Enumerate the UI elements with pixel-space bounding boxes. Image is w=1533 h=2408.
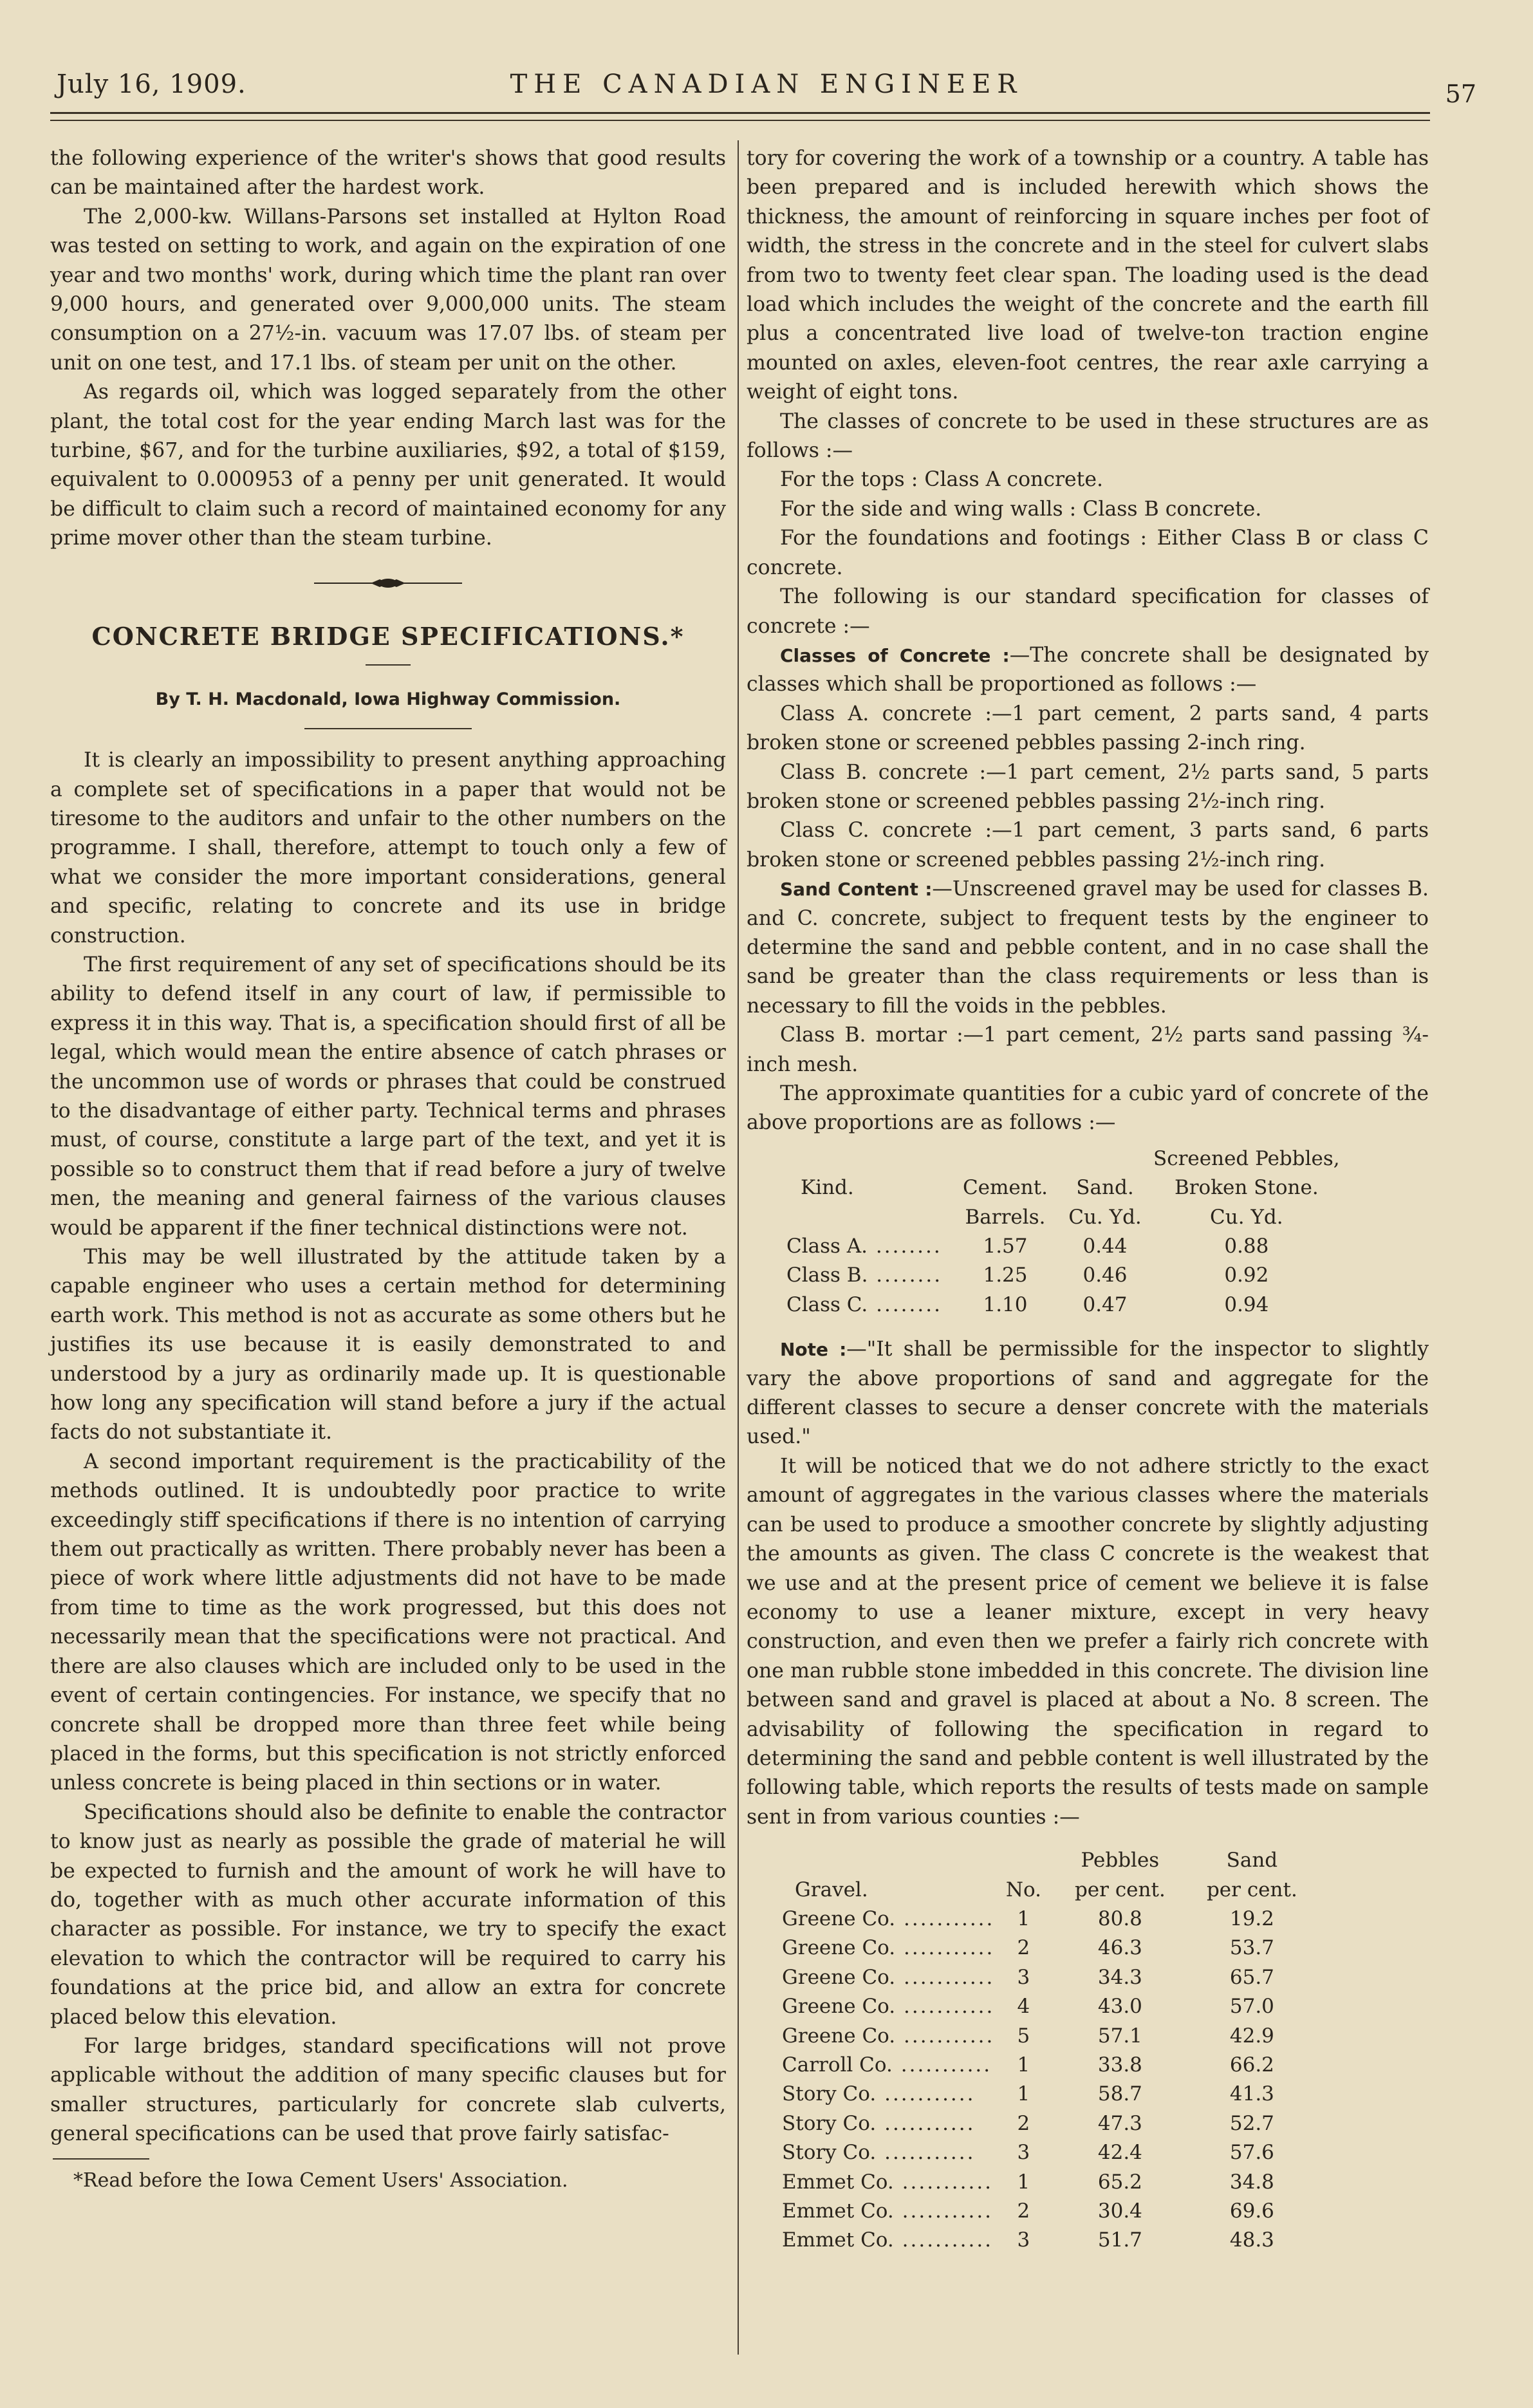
gravel-tests-table bbox=[782, 1846, 1316, 2255]
note-text: —"It shall be permissible for the inspector to slightly vary the above proportions of sand and aggregate for the different classes to secure a denser concrete with the materials used." bbox=[747, 1338, 1429, 1449]
class-use-line: For the side and wing walls : Class B concrete. bbox=[780, 497, 1262, 521]
table-cell: 42.9 bbox=[1229, 2024, 1274, 2048]
right-column bbox=[747, 144, 1429, 2271]
table-cell: 47.3 bbox=[1097, 2111, 1142, 2135]
paragraph: As regards oil, which was logged separately from the other plant, the total cost for the year ending March last was for the turbine, $67, and for the turbine auxiliaries, $92, a total of $159, equivalent to 0.000953 of a penny per unit generated. It would be difficult to claim such a record of maintained economy for any prime mover other than the steam turbine. bbox=[50, 380, 726, 550]
note-heading: Note : bbox=[780, 1339, 847, 1361]
paragraph: The approximate quantities for a cubic yard of concrete of the above proportions are as follows :— bbox=[747, 1082, 1429, 1135]
table-header: Sand bbox=[1226, 1849, 1278, 1872]
table-cell: 33.8 bbox=[1097, 2053, 1142, 2077]
ornament-divider-icon bbox=[314, 577, 462, 590]
table-cell: 34.3 bbox=[1097, 1965, 1142, 1989]
classes-heading: Classes of Concrete : bbox=[780, 644, 1010, 666]
paragraph: It is clearly an impossibility to present anything approaching a complete set of specifications in a paper that would not be tiresome to the auditors and unfair to the other numbers on the programme. I shall, therefore, attempt to touch only a few of what we consider the more important considerations, general and specific, relating to concrete and its use in bridge construction. bbox=[50, 749, 726, 947]
table-cell: 0.94 bbox=[1224, 1293, 1269, 1316]
table-cell: 69.6 bbox=[1229, 2199, 1274, 2223]
table-cell: 2 bbox=[1017, 2199, 1030, 2223]
gravel-table-body bbox=[782, 1905, 1316, 2255]
paragraph: tory for covering the work of a township or a country. A table has been prepared and is included herewith which shows the thickness, the amount of reinforcing in square inches per foot of width, the stress in the concrete and in the steel for culvert slabs from two to twenty feet clear span. The loading used is the dead load which includes the weight of the concrete and the earth fill plus a concentrated live load of twelve-ton traction engine mounted on axles, eleven-foot centres, the rear axle carrying a weight of eight tons. bbox=[747, 147, 1429, 404]
table-row bbox=[782, 2080, 1316, 2109]
table-header: Cement. bbox=[962, 1176, 1048, 1200]
table-header: Kind. bbox=[801, 1176, 854, 1200]
table-header: No. bbox=[1005, 1878, 1041, 1901]
table-header: Gravel. bbox=[795, 1878, 868, 1901]
table-cell: 80.8 bbox=[1097, 1907, 1142, 1930]
table-cell: Carroll Co. ........... bbox=[782, 2053, 992, 2077]
byline: By T. H. Macdonald, Iowa Highway Commission. bbox=[155, 689, 621, 709]
table-header-row bbox=[782, 1876, 1316, 1905]
footnote: *Read before the Iowa Cement Users' Association. bbox=[73, 2169, 568, 2192]
class-spec: Class B. concrete :—1 part cement, 2½ parts sand, 5 parts broken stone or screened pebbles passing 2½-inch ring. bbox=[747, 760, 1429, 813]
table-cell: Emmet Co. ........... bbox=[782, 2170, 994, 2194]
table-header-row bbox=[786, 1144, 1340, 1173]
table-cell: 1.57 bbox=[983, 1235, 1028, 1258]
footnote-rule bbox=[53, 2158, 149, 2160]
table-cell: 0.92 bbox=[1224, 1264, 1269, 1287]
table-cell: 0.47 bbox=[1082, 1293, 1128, 1316]
table-header: per cent. bbox=[1206, 1878, 1297, 1901]
paragraph: The following is our standard specification for classes of concrete :— bbox=[747, 585, 1429, 638]
table-cell: Greene Co. ........... bbox=[782, 1936, 995, 1960]
table-cell: Story Co. ........... bbox=[782, 2141, 976, 2165]
table-cell: Emmet Co. ........... bbox=[782, 2199, 994, 2223]
table-row bbox=[782, 1905, 1316, 1934]
table-row bbox=[782, 1963, 1316, 1992]
paragraph: Specifications should also be definite to enable the contractor to know just as nearly as possible the grade of material he will be expected to furnish and the amount of work he will have to do, together with as much other accurate information of this character as possible. For instance, we try to specify the exact elevation to which the contractor will be required to carry his foundations at the price bid, and allow an extra for concrete placed below this elevation. bbox=[50, 1800, 726, 2029]
table-cell: 2 bbox=[1017, 1936, 1030, 1960]
classes-text: —The concrete shall be designated by classes which shall be proportioned as follows :— bbox=[747, 643, 1429, 696]
table-cell: 65.7 bbox=[1229, 1965, 1274, 1989]
table-cell: Greene Co. ........... bbox=[782, 1995, 995, 2019]
table-cell: 3 bbox=[1017, 1965, 1030, 1989]
table-cell: 52.7 bbox=[1229, 2111, 1274, 2135]
table-header-row bbox=[786, 1173, 1340, 1202]
table-row bbox=[786, 1291, 1340, 1320]
table-header-row bbox=[786, 1203, 1340, 1232]
table-row bbox=[782, 2138, 1316, 2167]
table-cell: 42.4 bbox=[1097, 2141, 1142, 2165]
table-cell: 48.3 bbox=[1229, 2228, 1274, 2252]
table-cell: 1 bbox=[1017, 2053, 1030, 2077]
sand-heading: Sand Content : bbox=[780, 879, 933, 901]
table-row bbox=[782, 2197, 1316, 2226]
table-row bbox=[782, 2109, 1316, 2138]
table-row bbox=[786, 1261, 1340, 1290]
table-header: Barrels. bbox=[965, 1205, 1046, 1229]
table-cell: 66.2 bbox=[1229, 2053, 1274, 2077]
table-cell: 53.7 bbox=[1229, 1936, 1274, 1960]
table-cell: Greene Co. ........... bbox=[782, 2024, 995, 2048]
paragraph: This may be well illustrated by the attitude taken by a capable engineer who uses a certain method for determining earth work. This method is not as accurate as some others but he justifies its use because it is easily demonstrated to and understood by a jury as ordinarily made up. It is questionable how long any specification will stand before a jury if the actual facts do not substantiate it. bbox=[50, 1246, 726, 1444]
table-row bbox=[782, 2022, 1316, 2051]
table-cell: 1.10 bbox=[983, 1293, 1028, 1316]
table-cell: 58.7 bbox=[1097, 2082, 1142, 2106]
table-cell: 0.44 bbox=[1082, 1235, 1128, 1258]
table-cell: 0.88 bbox=[1224, 1235, 1269, 1258]
publication-title: THE CANADIAN ENGINEER bbox=[510, 70, 1023, 99]
table-cell: 19.2 bbox=[1229, 1907, 1274, 1930]
table-cell: 30.4 bbox=[1097, 2199, 1142, 2223]
table-cell: 2 bbox=[1017, 2111, 1030, 2135]
class-spec: Class A. concrete :—1 part cement, 2 parts sand, 4 parts broken stone or screened pebbles passing 2-inch ring. bbox=[747, 702, 1429, 755]
table-cell: Class B. ........ bbox=[786, 1264, 943, 1287]
title-rule bbox=[366, 664, 411, 666]
mortar-spec: Class B. mortar :—1 part cement, 2½ parts sand passing ¾-inch mesh. bbox=[747, 1023, 1429, 1076]
table-header: per cent. bbox=[1074, 1878, 1166, 1901]
table-cell: Class A. ........ bbox=[786, 1235, 942, 1258]
paragraph: the following experience of the writer's shows that good results can be maintained after the hardest work. bbox=[50, 147, 726, 200]
class-use-line: For the foundations and footings : Either Class B or class C concrete. bbox=[747, 527, 1429, 579]
paragraph: The 2,000-kw. Willans-Parsons set installed at Hylton Road was tested on setting to work, and again on the expiration of one year and two months' work, during which time the plant ran over 9,000 hours, and generated over 9,000,000 units. The steam consumption on a 27½-in. vacuum was 17.07 lbs. of steam per unit on one test, and 17.1 lbs. of steam per unit on the other. bbox=[50, 205, 726, 375]
issue-date: July 16, 1909. bbox=[57, 70, 246, 99]
table-cell: 5 bbox=[1017, 2024, 1030, 2048]
paragraph: The classes of concrete to be used in these structures are as follows :— bbox=[747, 409, 1429, 463]
classes-paragraph bbox=[747, 641, 1429, 700]
table-header-row bbox=[782, 1846, 1316, 1875]
table-cell: 51.7 bbox=[1097, 2228, 1142, 2252]
table-header: Screened Pebbles, bbox=[1153, 1146, 1340, 1170]
table-cell: 57.6 bbox=[1229, 2141, 1274, 2165]
table-cell: 1.25 bbox=[983, 1264, 1028, 1287]
sand-paragraph bbox=[747, 875, 1429, 1021]
table-cell: 43.0 bbox=[1097, 1995, 1142, 2019]
note-paragraph bbox=[747, 1335, 1429, 1452]
table-cell: Story Co. ........... bbox=[782, 2111, 976, 2135]
paragraph: For large bridges, standard specifications will not prove applicable without the addition of many specific clauses but for smaller structures, particularly for concrete slab culverts, general specifications can be used that prove fairly satisfac- bbox=[50, 2034, 726, 2146]
header-rule-bottom bbox=[50, 120, 1430, 121]
table-cell: 3 bbox=[1017, 2228, 1030, 2252]
table-cell: 1 bbox=[1017, 2082, 1030, 2106]
header-rule-top bbox=[50, 112, 1430, 114]
column-divider bbox=[738, 140, 739, 2355]
table-cell: Emmet Co. ........... bbox=[782, 2228, 994, 2252]
table-cell: 0.46 bbox=[1082, 1264, 1128, 1287]
table-row bbox=[786, 1232, 1340, 1261]
paragraph: A second important requirement is the practicability of the methods outlined. It is undoubtedly poor practice to write exceedingly stiff specifications if there is no intention of carrying them out practically as written. There probably never has been a piece of work where little adjustments did not have to be made from time to time as the work progressed, but this does not necessarily mean that the specifications were not practical. And there are also clauses which are included only to be used in the event of certain contingencies. For instance, we specify that no concrete shall be dropped more than three feet while being placed in the forms, but this specification is not strictly enforced unless concrete is being placed in thin sections or in water. bbox=[50, 1450, 726, 1795]
article-title: CONCRETE BRIDGE SPECIFICATIONS.* bbox=[91, 621, 685, 651]
table-row bbox=[782, 1934, 1316, 1963]
table-header: Pebbles bbox=[1081, 1849, 1160, 1872]
table-cell: Greene Co. ........... bbox=[782, 1907, 995, 1930]
table-cell: Class C. ........ bbox=[786, 1293, 942, 1316]
table-row bbox=[782, 2226, 1316, 2255]
paragraph: The first requirement of any set of specifications should be its ability to defend itself in any court of law, if permissible to express it in this way. That is, a specification should first of all be legal, which would mean the entire absence of catch phrases or the uncommon use of words or phrases that could be construed to the disadvantage of either party. Technical terms and phrases must, of course, constitute a large part of the text, and yet it is possible so to construct them that if read before a jury of twelve men, the meaning and general fairness of the various clauses would be apparent if the finer technical distinctions were not. bbox=[50, 953, 726, 1240]
table-cell: 1 bbox=[1017, 1907, 1030, 1930]
table-cell: 34.8 bbox=[1229, 2170, 1274, 2194]
table-row bbox=[782, 2168, 1316, 2197]
table-header: Sand. bbox=[1076, 1176, 1134, 1200]
table-cell: 1 bbox=[1017, 2170, 1030, 2194]
table-header: Cu. Yd. bbox=[1210, 1205, 1283, 1229]
table-cell: 46.3 bbox=[1097, 1936, 1142, 1960]
class-spec: Class C. concrete :—1 part cement, 3 parts sand, 6 parts broken stone or screened pebbles passing 2½-inch ring. bbox=[747, 819, 1429, 872]
table-cell: 57.0 bbox=[1229, 1995, 1274, 2019]
table-row bbox=[782, 2051, 1316, 2080]
table-cell: 4 bbox=[1017, 1995, 1030, 2019]
byline-rule bbox=[304, 728, 472, 729]
table-cell: 65.2 bbox=[1097, 2170, 1142, 2194]
running-head bbox=[57, 70, 1476, 108]
section-ornament bbox=[50, 563, 726, 604]
table-cell: 57.1 bbox=[1097, 2024, 1142, 2048]
table-cell: Greene Co. ........... bbox=[782, 1965, 995, 1989]
page-number: 57 bbox=[1445, 80, 1476, 108]
table-header: Broken Stone. bbox=[1174, 1176, 1319, 1200]
class-use-line: For the tops : Class A concrete. bbox=[780, 468, 1103, 492]
left-column bbox=[50, 144, 726, 2195]
sand-text: —Unscreened gravel may be used for classes B. and C. concrete, subject to frequent tests by the engineer to determine the sand and pebble content, and in no case shall the sand be greater than the class requirements or less than is necessary to fill the voids in the pebbles. bbox=[747, 877, 1429, 1018]
quantities-table bbox=[786, 1144, 1340, 1320]
table-row bbox=[782, 1992, 1316, 2021]
table-header: Cu. Yd. bbox=[1068, 1205, 1142, 1229]
table-cell: 41.3 bbox=[1229, 2082, 1274, 2106]
paragraph: It will be noticed that we do not adhere strictly to the exact amount of aggregates in the various classes where the materials can be used to produce a smoother concrete by slightly adjusting the amounts as given. The class C concrete is the weakest that we use and at the present price of cement we believe it is false economy to use a leaner mixture, except in very heavy construction, and even then we prefer a fairly rich concrete with one man rubble stone imbedded in this concrete. The division line between sand and gravel is placed at about a No. 8 screen. The advisability of following the specification in regard to determining the sand and pebble content is well illustrated by the following table, which reports the results of tests made on sample sent in from various counties :— bbox=[747, 1454, 1429, 1829]
table-cell: 3 bbox=[1017, 2141, 1030, 2165]
table-cell: Story Co. ........... bbox=[782, 2082, 976, 2106]
